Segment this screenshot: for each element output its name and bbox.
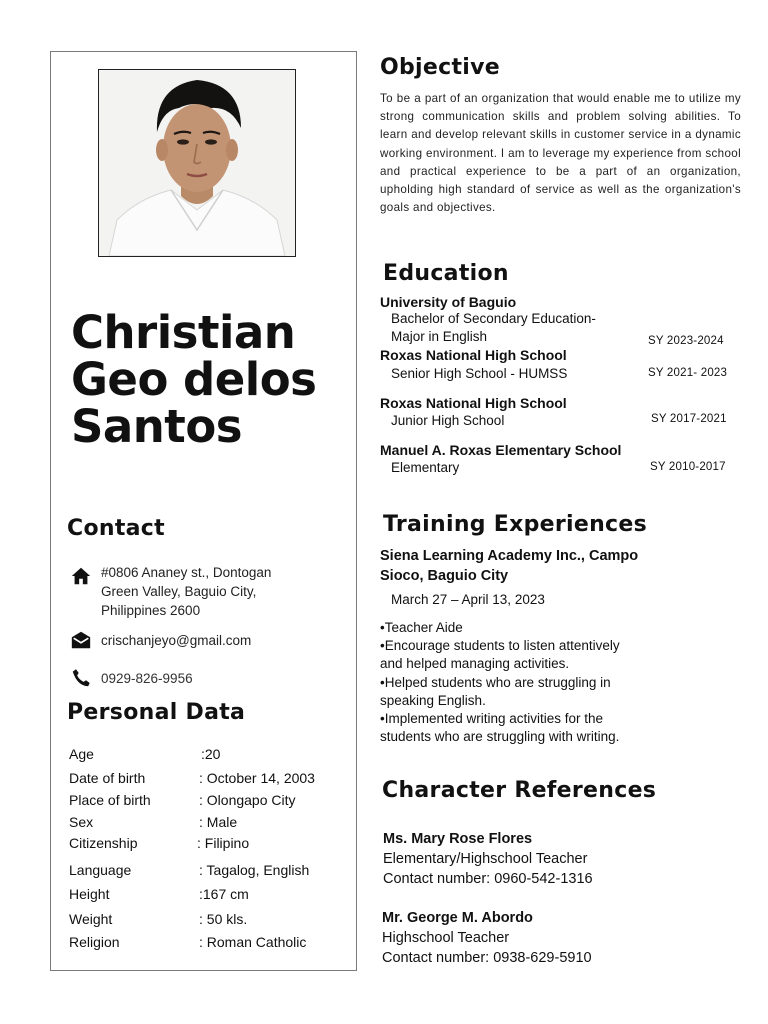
home-icon [70,565,92,587]
training-bullet-line: •Helped students who are struggling in [380,674,611,690]
training-bullet-line: •Encourage students to listen attentively [380,638,620,654]
reference-title: Elementary/Highschool Teacher [383,851,588,867]
training-organization-line-2: Sioco, Baguio City [380,568,509,584]
reference-title: Highschool Teacher [382,930,510,946]
full-name [71,306,351,453]
personal-value: : Tagalog, English [199,862,310,878]
education-degree: Elementary [391,460,460,475]
address-line-2: Green Valley, Baguio City, [101,584,257,599]
personal-value: : 50 kls. [199,911,248,927]
training-bullet-line: students who are struggling with writing. [380,729,620,745]
phone-icon [70,667,92,689]
personal-label: Sex [69,814,94,830]
education-heading: Education [383,261,509,286]
personal-value: : Roman Catholic [199,934,307,950]
personal-value: : Filipino [197,835,250,851]
contact-heading: Contact [67,516,165,541]
personal-value: : Male [199,814,238,830]
reference-contact: Contact number: 0960-542-1316 [383,871,593,887]
personal-value: : October 14, 2003 [199,770,315,786]
training-heading: Training Experiences [383,512,648,537]
personal-label: Place of birth [69,792,151,808]
personal-value: :20 [201,746,221,762]
name-line-2: Geo delos [71,353,317,406]
education-school: Roxas National High School [380,395,567,411]
personal-label: Date of birth [69,770,146,786]
reference-name: Ms. Mary Rose Flores [383,831,533,847]
personal-label: Language [69,862,132,878]
education-school: Roxas National High School [380,347,567,363]
training-dates: March 27 – April 13, 2023 [391,592,545,607]
education-school: University of Baguio [380,294,517,310]
reference-contact: Contact number: 0938-629-5910 [382,950,592,966]
training-bullet-line: and helped managing activities. [380,656,570,672]
objective-heading: Objective [380,55,500,80]
address-line-1: #0806 Ananey st., Dontogan [101,565,272,580]
education-sy: SY 2010-2017 [650,461,726,473]
education-sy: SY 2017-2021 [651,413,727,425]
personal-value: : Olongapo City [199,792,296,808]
contact-phone: 0929-826-9956 [101,671,193,686]
personal-value: :167 cm [199,886,249,902]
reference-name: Mr. George M. Abordo [382,910,533,926]
profile-photo [98,69,296,257]
education-degree: Senior High School - HUMSS [391,366,568,381]
name-line-3: Santos [71,400,243,453]
education-sy: SY 2021- 2023 [648,367,728,379]
education-school: Manuel A. Roxas Elementary School [380,442,622,458]
personal-label: Weight [69,911,113,927]
education-degree: Junior High School [391,413,505,428]
personal-label: Height [69,886,110,902]
profile-photo-illustration [99,70,295,256]
references-heading: Character References [382,778,657,803]
personal-label: Citizenship [69,835,138,851]
personal-label: Religion [69,934,120,950]
objective-text: To be a part of an organization that would enable me to utilize my strong communication skills and problem solving abilities. To learn and develop relevant skills in customer service in a dynamic working environment. I am to leverage my experience from school and practical experience to be a part of an organization, upholding high standard of service as well as the organization's goals and objectives. [380,92,741,215]
training-bullet-line: speaking English. [380,692,486,708]
name-line-1: Christian [71,306,296,359]
training-organization: Siena Learning Academy Inc., Campo [380,548,639,564]
contact-email[interactable]: crischanjeyo@gmail.com [101,633,252,648]
personal-data-heading: Personal Data [67,700,246,725]
personal-label: Age [69,746,94,762]
education-degree: Bachelor of Secondary Education- [391,311,596,326]
address-line-3: Philippines 2600 [101,603,201,618]
training-bullet-line: •Implemented writing activities for the [380,711,604,727]
contact-address [101,563,331,620]
training-bullet-line: •Teacher Aide [380,620,463,635]
training-bullets [380,619,710,746]
education-degree-line-2: Major in English [391,329,488,344]
envelope-icon [70,629,92,651]
education-sy: SY 2023-2024 [648,335,724,347]
